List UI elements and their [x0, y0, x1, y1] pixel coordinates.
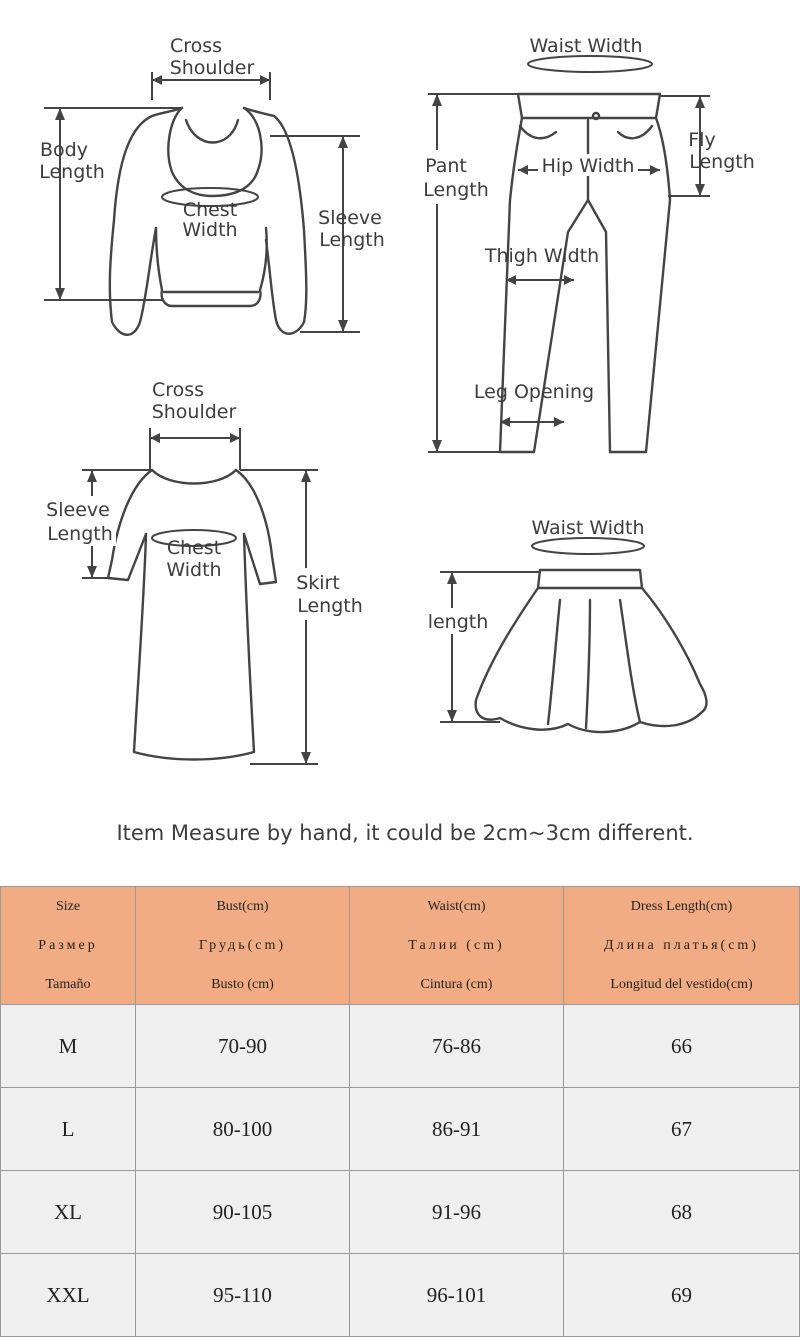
bust-header-en: Bust(cm) — [216, 899, 269, 914]
sweater-sleeve-length-label: Sleeve — [318, 207, 382, 229]
dress-length-cell: 69 — [564, 1254, 800, 1337]
table-row-l — [1, 1088, 800, 1171]
table-row-xxl — [1, 1254, 800, 1337]
size-table — [0, 886, 800, 1337]
waist-cell: 76-86 — [350, 1005, 564, 1088]
skirt-sketch — [476, 570, 707, 732]
pants-waist-width-label: Waist Width — [529, 35, 643, 57]
pants-fly-length-label-2: Length — [689, 151, 755, 173]
skirt-length-label: length — [427, 611, 489, 633]
size-header-es: Tamaño — [45, 977, 91, 992]
bust-header-es: Busto (cm) — [211, 977, 274, 992]
size-header-ru: Размер — [38, 938, 98, 953]
sweater-cross-shoulder-label: Cross — [169, 35, 223, 57]
dress-cross-shoulder-label-2: Shoulder — [151, 401, 237, 423]
size-cell: XL — [1, 1171, 136, 1254]
skirt-waist-width-label: Waist Width — [531, 517, 645, 539]
pants-hip-width-label: Hip Width — [541, 155, 635, 177]
bust-cell: 70-90 — [136, 1005, 350, 1088]
bust-cell: 90-105 — [136, 1171, 350, 1254]
table-row-xl — [1, 1171, 800, 1254]
dress-chest-width-label-2: Width — [166, 559, 222, 581]
waist-cell: 86-91 — [350, 1088, 564, 1171]
skirt-waist-marker — [532, 538, 644, 554]
bust-cell: 95-110 — [136, 1254, 350, 1337]
waist-cell: 96-101 — [350, 1254, 564, 1337]
dress-chest-width-label: Chest — [166, 537, 222, 559]
bust-cell: 80-100 — [136, 1088, 350, 1171]
pants-pant-length-label: Pant — [425, 155, 467, 177]
size-header-en: Size — [55, 899, 81, 914]
size-cell: M — [1, 1005, 136, 1088]
measure-note: Item Measure by hand, it could be 2cm~3cm different. — [116, 821, 694, 845]
dress-sleeve-length-label: Sleeve — [46, 499, 110, 521]
waist-header-ru: Талии (cm) — [408, 938, 505, 953]
size-cell: XXL — [1, 1254, 136, 1337]
pants-waist-marker — [528, 56, 652, 72]
dress-sketch — [108, 470, 276, 760]
sweater-body-length-label: Body — [40, 139, 88, 161]
sweater-chest-width-label: Chest — [182, 199, 238, 221]
pants-pant-length-label-2: Length — [423, 179, 489, 201]
dress-skirt-length-label-2: Length — [297, 595, 363, 617]
dress-length-cell: 68 — [564, 1171, 800, 1254]
dress-length-cell: 66 — [564, 1005, 800, 1088]
waist-header-en: Waist(cm) — [427, 899, 486, 914]
size-table-header-row — [1, 887, 800, 1005]
dress-skirt-length-label: Skirt — [296, 572, 340, 594]
sweater-body-length-label-2: Length — [39, 161, 105, 183]
table-row-m — [1, 1005, 800, 1088]
pants-thigh-width-label: Thigh Width — [484, 245, 600, 267]
sweater-chest-width-label-2: Width — [182, 219, 238, 241]
dress-length-header-es: Longitud del vestido(cm) — [610, 977, 753, 992]
dress-length-header-ru: Длина платья(cm) — [604, 938, 759, 953]
dress-length-cell: 67 — [564, 1088, 800, 1171]
dress-cross-shoulder-label: Cross — [151, 379, 205, 401]
waist-header — [350, 887, 564, 1005]
waist-header-es: Cintura (cm) — [420, 977, 493, 992]
sweater-cross-shoulder-label-2: Shoulder — [169, 57, 255, 79]
pants-leg-opening-label: Leg Opening — [473, 381, 595, 403]
pants-fly-length-label: Fly — [688, 129, 716, 151]
waist-cell: 91-96 — [350, 1171, 564, 1254]
sweater-sleeve-length-label-2: Length — [319, 229, 385, 251]
dress-length-header-en: Dress Length(cm) — [630, 899, 733, 914]
size-header — [1, 887, 136, 1005]
size-cell: L — [1, 1088, 136, 1171]
bust-header-ru: Грудь(cm) — [198, 938, 287, 953]
bust-header — [136, 887, 350, 1005]
dress-length-header — [564, 887, 800, 1005]
dress-sleeve-length-label-2: Length — [47, 523, 113, 545]
